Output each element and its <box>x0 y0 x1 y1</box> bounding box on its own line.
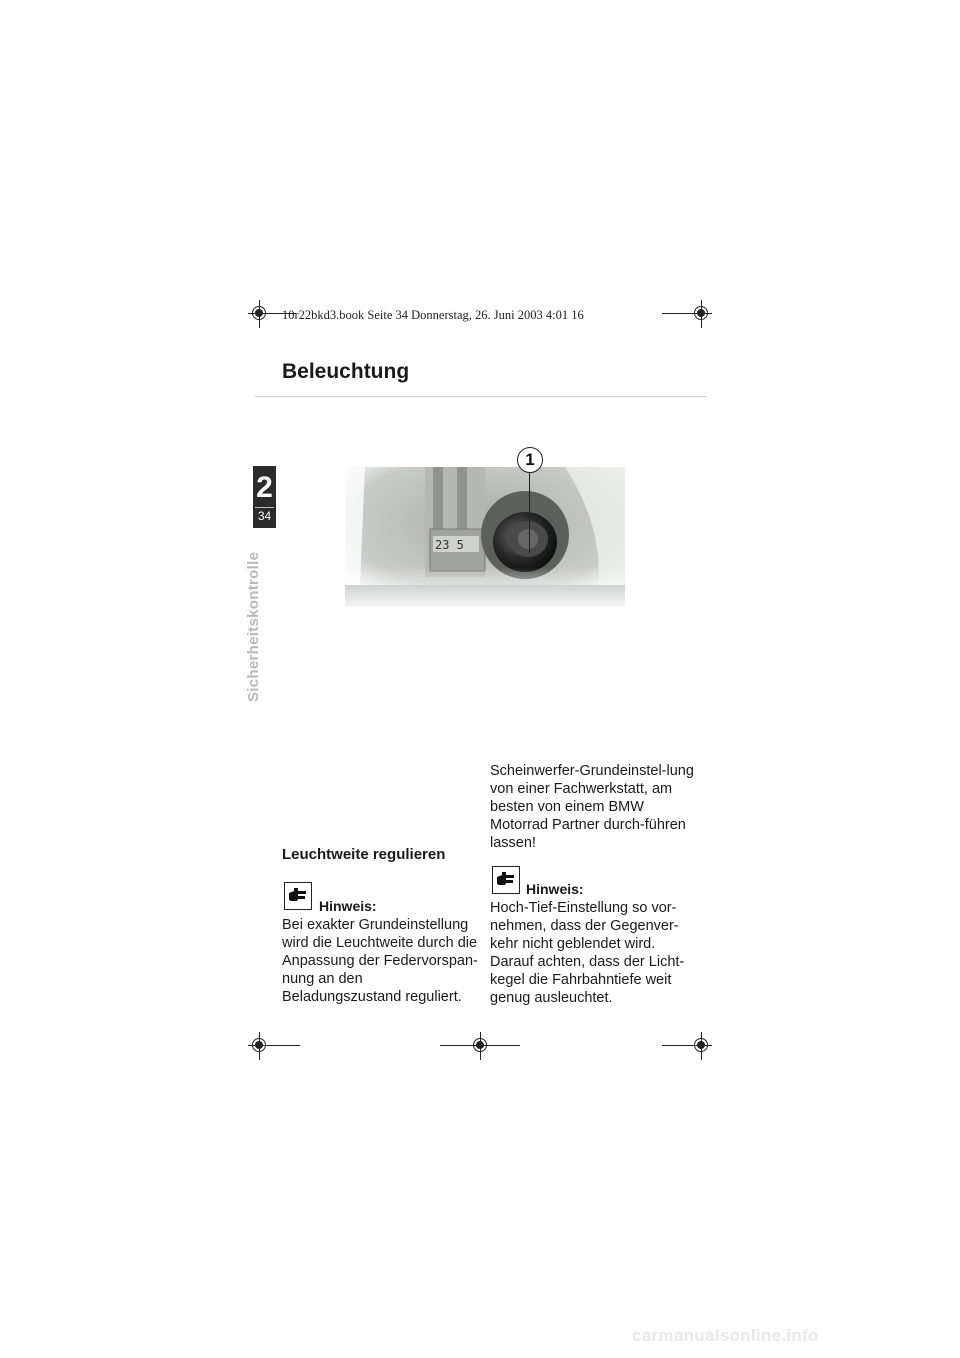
note-text-right: Hoch-Tief-Einstellung so vor-nehmen, dass der Gegenver-kehr nicht geblendet wird. Darauf achten, dass der Licht-kegel die Fahrbahntiefe weit genug ausleuchtet. <box>490 900 685 1006</box>
note-text-left: Bei exakter Grundeinstellung wird die Leuchtweite durch die Anpassung der Federvorspan-nung an den Beladungszustand reguliert. <box>282 917 478 1005</box>
registration-mark-bottom-center <box>440 1032 520 1060</box>
footer-watermark[interactable]: carmanualsonline.info <box>632 1326 819 1345</box>
right-column-intro: Scheinwerfer-Grundeinstel-lung von einer Fachwerkstatt, am besten von einem BMW Motorrad Partner durch-führen lassen! <box>490 763 694 851</box>
title-divider <box>255 396 707 397</box>
registration-mark-top-right <box>662 300 712 330</box>
note-hand-icon <box>284 882 312 910</box>
section-heading: Leuchtweite regulieren <box>282 846 446 863</box>
chapter-tab-divider <box>255 507 274 508</box>
dashboard-clock-text: 23 5 <box>435 538 464 552</box>
chapter-tab <box>253 466 276 528</box>
headlight-adjuster-photo <box>345 467 625 607</box>
page-title: Beleuchtung <box>282 360 410 383</box>
page-number: 34 <box>257 509 272 523</box>
registration-mark-bottom-right <box>662 1032 712 1060</box>
note-hand-icon <box>492 866 520 894</box>
note-label: Hinweis: <box>319 898 377 914</box>
callout-marker-1: 1 <box>517 447 543 473</box>
chapter-number: 2 <box>256 471 273 504</box>
note-label: Hinweis: <box>526 881 584 897</box>
chapter-side-label: Sicherheitskontrolle <box>245 551 262 702</box>
book-file-line: 10r22bkd3.book Seite 34 Donnerstag, 26. Juni 2003 4:01 16 <box>282 308 584 322</box>
callout-leader-line <box>529 473 530 553</box>
registration-mark-bottom-left <box>248 1032 300 1060</box>
